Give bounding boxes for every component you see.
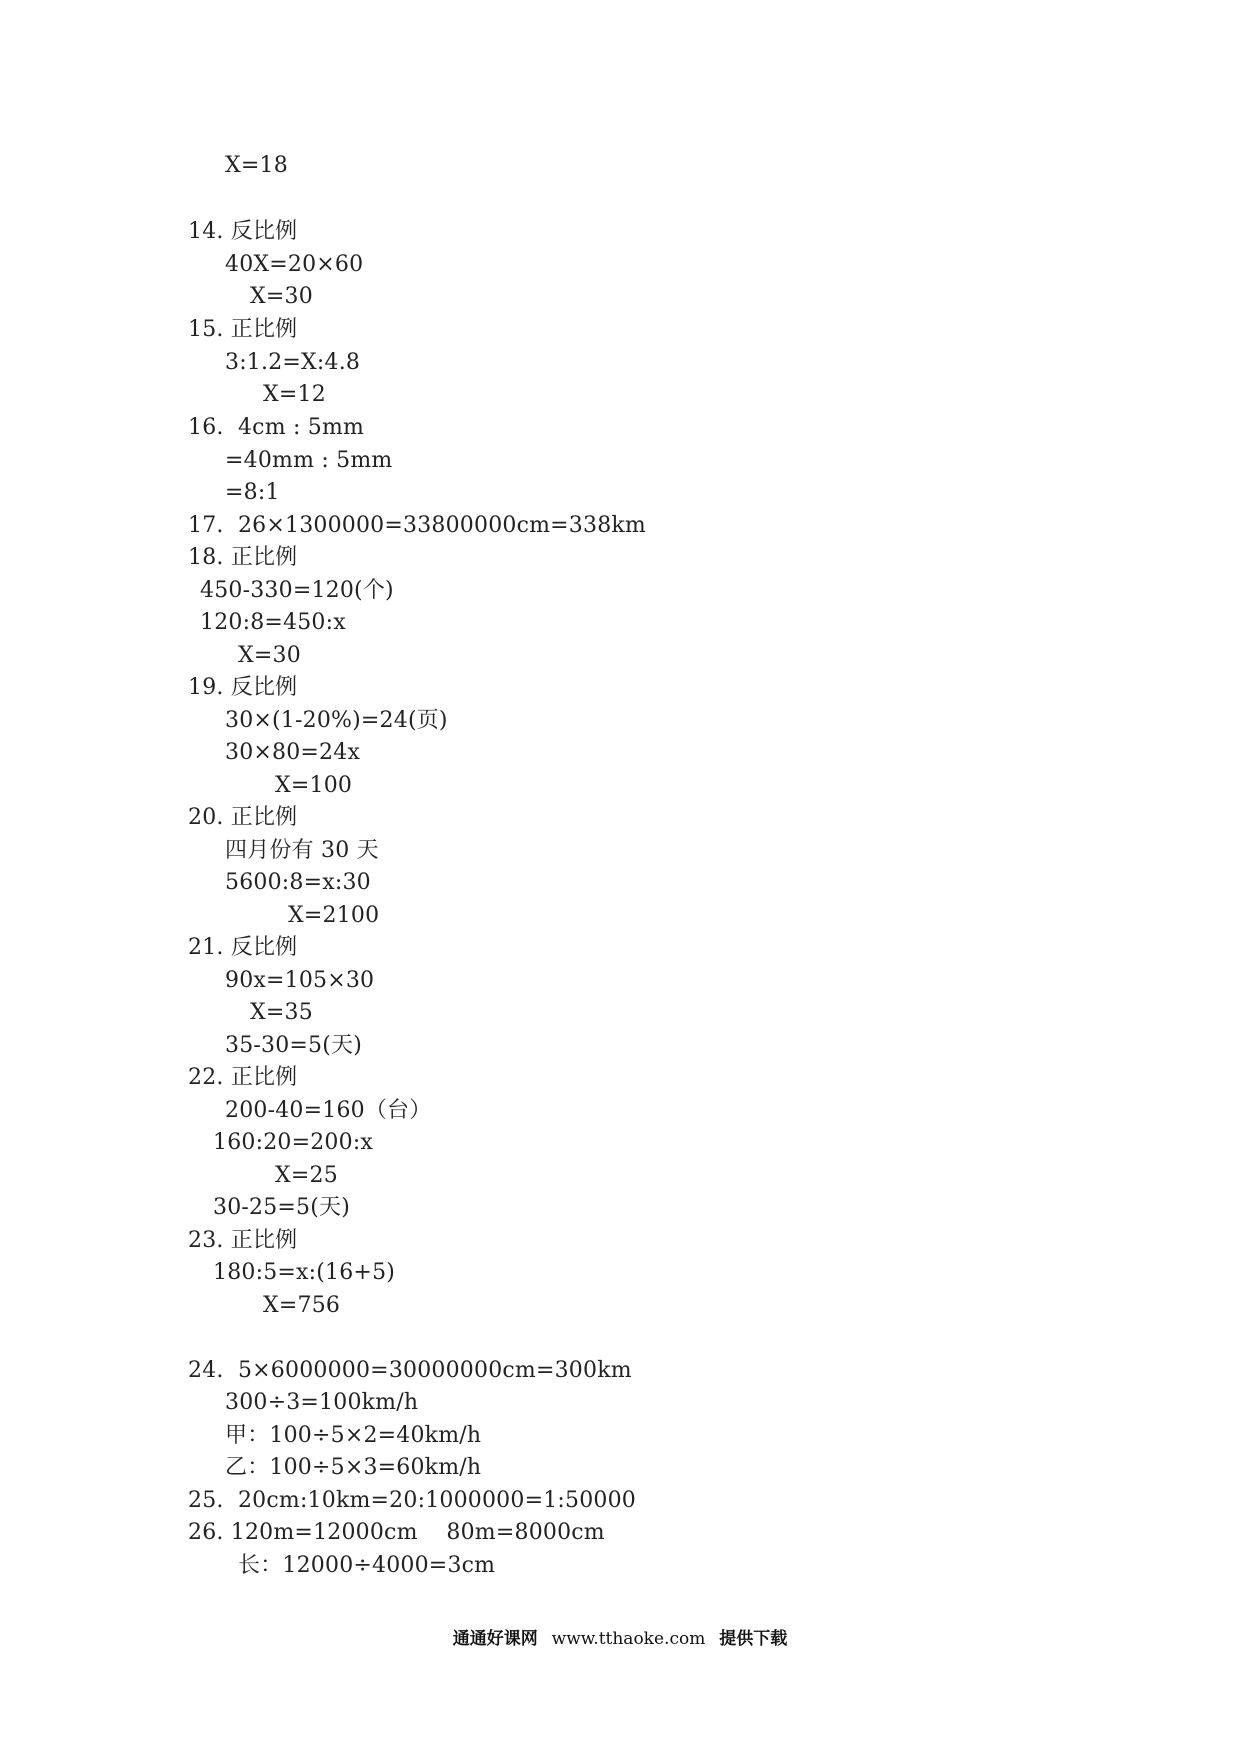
answer-line: 30×(1-20%)=24(页) (225, 708, 448, 733)
answer-line: 40X=20×60 (225, 252, 364, 277)
answer-line: X=100 (275, 773, 353, 798)
answer-line: X=25 (275, 1163, 338, 1188)
question-heading: 25. 20cm:10km=20:1000000=1:50000 (188, 1488, 636, 1513)
question-heading: 23. 正比例 (188, 1228, 298, 1253)
answer-line: X=2100 (288, 903, 380, 928)
answer-line: 30×80=24x (225, 740, 361, 765)
answer-line: =8:1 (225, 480, 280, 505)
answer-line: 35-30=5(天) (225, 1033, 363, 1058)
footer-suffix: 提供下载 (719, 1629, 788, 1649)
question-heading: 18. 正比例 (188, 545, 298, 570)
answer-line: 180:5=x:(16+5) (213, 1260, 396, 1285)
question-heading: 21. 反比例 (188, 935, 298, 960)
answer-line: 90x=105×30 (225, 968, 375, 993)
answer-line: 300÷3=100km/h (225, 1390, 419, 1415)
answer-line: X=30 (238, 643, 301, 668)
question-heading: 24. 5×6000000=30000000cm=300km (188, 1358, 632, 1383)
question-heading: 26. 120m=12000cm 80m=8000cm (188, 1520, 605, 1545)
question-heading: 22. 正比例 (188, 1065, 298, 1090)
answer-line: 四月份有 30 天 (225, 838, 379, 863)
question-heading: 15. 正比例 (188, 317, 298, 342)
answer-line: 乙：100÷5×3=60km/h (225, 1455, 482, 1480)
answer-line: X=756 (263, 1293, 341, 1318)
answer-line: 450-330=120(个) (200, 578, 394, 603)
question-heading: 19. 反比例 (188, 675, 298, 700)
answer-line: X=12 (263, 382, 326, 407)
answer-line: 甲：100÷5×2=40km/h (225, 1423, 482, 1448)
page-footer (0, 1624, 1240, 1649)
answer-line: X=35 (250, 1000, 313, 1025)
answer-line: 长：12000÷4000=3cm (238, 1553, 496, 1578)
question-heading: 17. 26×1300000=33800000cm=338km (188, 513, 646, 538)
footer-site-name: 通通好课网 (452, 1629, 538, 1649)
answer-line: 120:8=450:x (200, 610, 346, 635)
answer-line: X=18 (225, 153, 288, 178)
question-heading: 20. 正比例 (188, 805, 298, 830)
question-heading: 14. 反比例 (188, 219, 298, 244)
answer-line: 160:20=200:x (213, 1130, 374, 1155)
footer-url[interactable]: www.tthaoke.com (551, 1629, 706, 1649)
answer-line: 3:1.2=X:4.8 (225, 350, 361, 375)
answer-line: 30-25=5(天) (213, 1195, 351, 1220)
answer-line: 5600:8=x:30 (225, 870, 371, 895)
answer-line: =40mm : 5mm (225, 448, 393, 473)
answer-line: 200-40=160（台） (225, 1098, 432, 1123)
answer-line: X=30 (250, 284, 313, 309)
question-heading: 16. 4cm : 5mm (188, 415, 365, 440)
